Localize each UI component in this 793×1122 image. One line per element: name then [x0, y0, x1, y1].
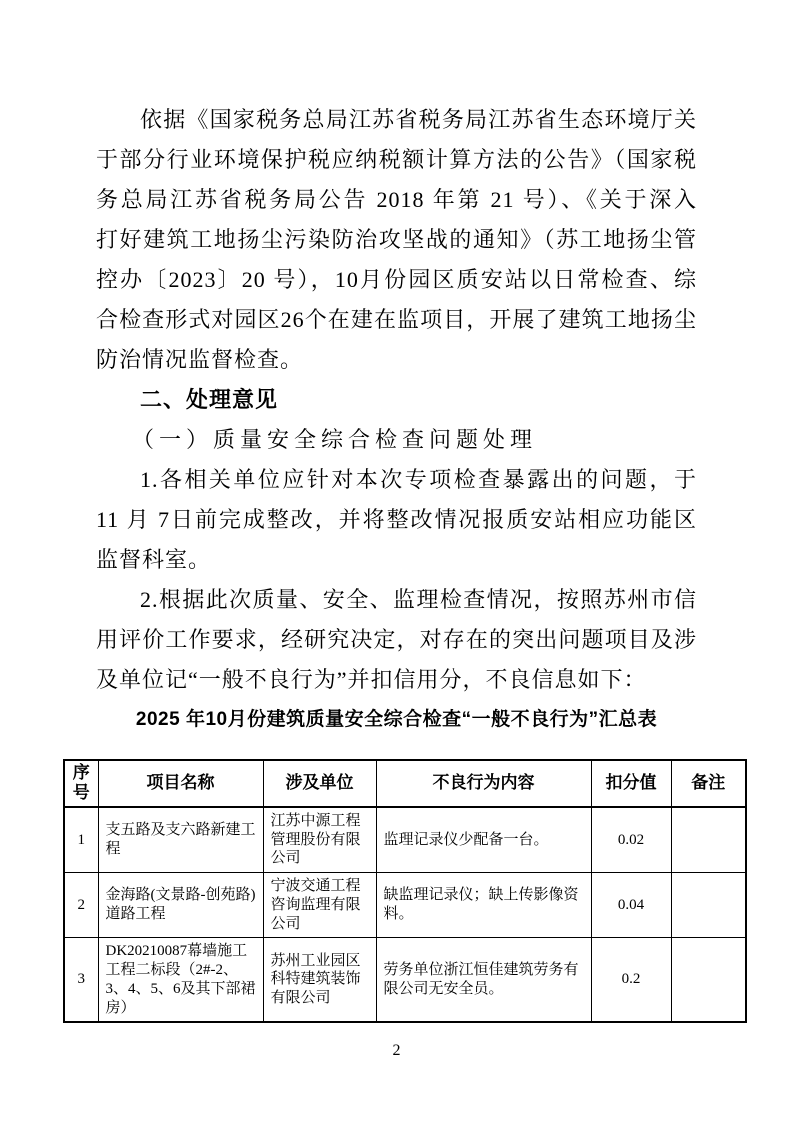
- paragraph-line: 打好建筑工地扬尘污染防治攻坚战的通知》（苏工地扬尘管: [96, 227, 697, 252]
- section-heading: 二、处理意见: [140, 387, 279, 412]
- subsection-heading: （一）质量安全综合检查问题处理: [132, 427, 538, 452]
- paragraph-line: 及单位记“一般不良行为”并扣信用分，不良信息如下：: [96, 667, 647, 692]
- note-cell: [671, 807, 746, 873]
- table-header-row: [64, 760, 746, 807]
- paragraph-line: 依据《国家税务总局江苏省税务局江苏省生态环境厅关: [140, 107, 697, 132]
- paragraph-line: 控办〔2023〕20 号），10月份园区质安站以日常检查、综: [96, 267, 697, 292]
- unit-cell: 宁波交通工程咨询监理有限公司: [263, 873, 376, 938]
- paragraph-line: 2.根据此次质量、安全、监理检查情况，按照苏州市信: [140, 587, 697, 612]
- table-row: [64, 807, 746, 873]
- header-cell-unit: 涉及单位: [263, 760, 376, 807]
- table-title: 2025 年10月份建筑质量安全综合检查“一般不良行为”汇总表: [135, 709, 658, 730]
- header-cell-score: 扣分值: [591, 760, 671, 807]
- score-cell: 0.02: [591, 807, 671, 873]
- paragraph-line: 务总局江苏省税务局公告 2018 年第 21 号）、《关于深入: [96, 187, 697, 212]
- behavior-cell: 监理记录仪少配备一台。: [376, 807, 591, 873]
- table-row: [64, 873, 746, 938]
- project-name-cell: DK20210087幕墙施工工程二标段（2#-2、3、4、5、6及其下部裙房）: [98, 938, 263, 1023]
- summary-table: [63, 759, 747, 1023]
- score-cell: 0.2: [591, 938, 671, 1023]
- behavior-cell: 劳务单位浙江恒佳建筑劳务有限公司无安全员。: [376, 938, 591, 1023]
- page-number: 2: [392, 1042, 401, 1059]
- table-row: [64, 938, 746, 1023]
- header-cell-behavior: 不良行为内容: [376, 760, 591, 807]
- behavior-cell: 缺监理记录仪；缺上传影像资料。: [376, 873, 591, 938]
- unit-cell: 苏州工业园区科特建筑装饰有限公司: [263, 938, 376, 1023]
- note-cell: [671, 938, 746, 1023]
- header-cell-note: 备注: [671, 760, 746, 807]
- paragraph-line: 监督科室。: [96, 547, 212, 572]
- note-cell: [671, 873, 746, 938]
- header-cell-no: 序号: [64, 760, 98, 807]
- paragraph-line: 合检查形式对园区26个在建在监项目，开展了建筑工地扬尘: [96, 307, 697, 332]
- paragraph-line: 用评价工作要求，经研究决定，对存在的突出问题项目及涉: [96, 627, 697, 652]
- row-number-cell: 3: [64, 938, 98, 1023]
- score-cell: 0.04: [591, 873, 671, 938]
- paragraph-line: 防治情况监督检查。: [96, 347, 304, 372]
- header-cell-project: 项目名称: [98, 760, 263, 807]
- project-name-cell: 金海路(文景路-创苑路)道路工程: [98, 873, 263, 938]
- paragraph-line: 1.各相关单位应针对本次专项检查暴露出的问题，于: [140, 467, 697, 492]
- paragraph-line: 于部分行业环境保护税应纳税额计算方法的公告》（国家税: [96, 147, 697, 172]
- project-name-cell: 支五路及支六路新建工程: [98, 807, 263, 873]
- unit-cell: 江苏中源工程管理股份有限公司: [263, 807, 376, 873]
- paragraph-line: 11 月 7日前完成整改，并将整改情况报质安站相应功能区: [96, 507, 697, 532]
- row-number-cell: 2: [64, 873, 98, 938]
- row-number-cell: 1: [64, 807, 98, 873]
